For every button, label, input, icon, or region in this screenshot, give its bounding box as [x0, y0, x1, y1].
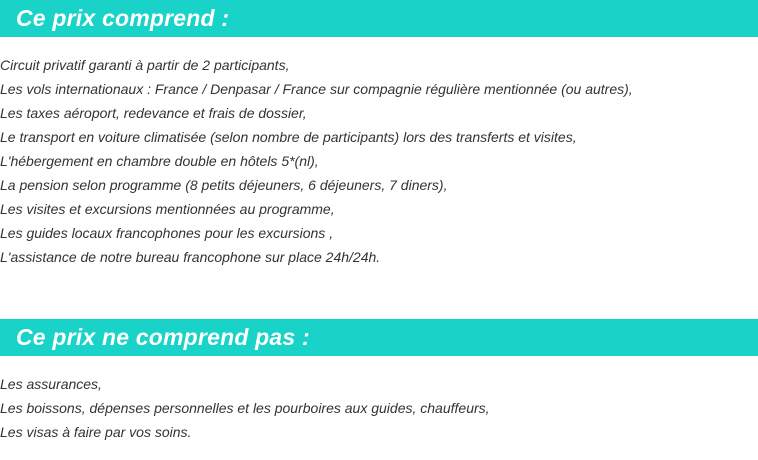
- list-item: Les vols internationaux : France / Denpasar / France sur compagnie régulière mentionnée (ou autres),: [0, 81, 633, 97]
- list-item: Les boissons, dépenses personnelles et les pourboires aux guides, chauffeurs,: [0, 400, 490, 416]
- list-item: Circuit privatif garanti à partir de 2 participants,: [0, 57, 290, 73]
- list-item: L'assistance de notre bureau francophone sur place 24h/24h.: [0, 249, 381, 265]
- list-item: Les visas à faire par vos soins.: [0, 424, 192, 440]
- section-header-excludes: [0, 319, 758, 356]
- section-title-excludes: Ce prix ne comprend pas :: [16, 324, 310, 350]
- list-item: Les assurances,: [0, 376, 102, 392]
- list-item: L'hébergement en chambre double en hôtels 5*(nl),: [0, 153, 319, 169]
- excludes-list: [0, 372, 490, 444]
- list-item: La pension selon programme (8 petits déjeuners, 6 déjeuners, 7 diners),: [0, 177, 448, 193]
- list-item: Les visites et excursions mentionnées au programme,: [0, 201, 335, 217]
- list-item: Le transport en voiture climatisée (selon nombre de participants) lors des transferts et visites,: [0, 129, 577, 145]
- section-title-includes: Ce prix comprend :: [16, 5, 230, 31]
- list-item: Les taxes aéroport, redevance et frais de dossier,: [0, 105, 307, 121]
- list-item: Les guides locaux francophones pour les excursions ,: [0, 225, 334, 241]
- includes-list: [0, 53, 633, 269]
- section-header-includes: [0, 0, 758, 37]
